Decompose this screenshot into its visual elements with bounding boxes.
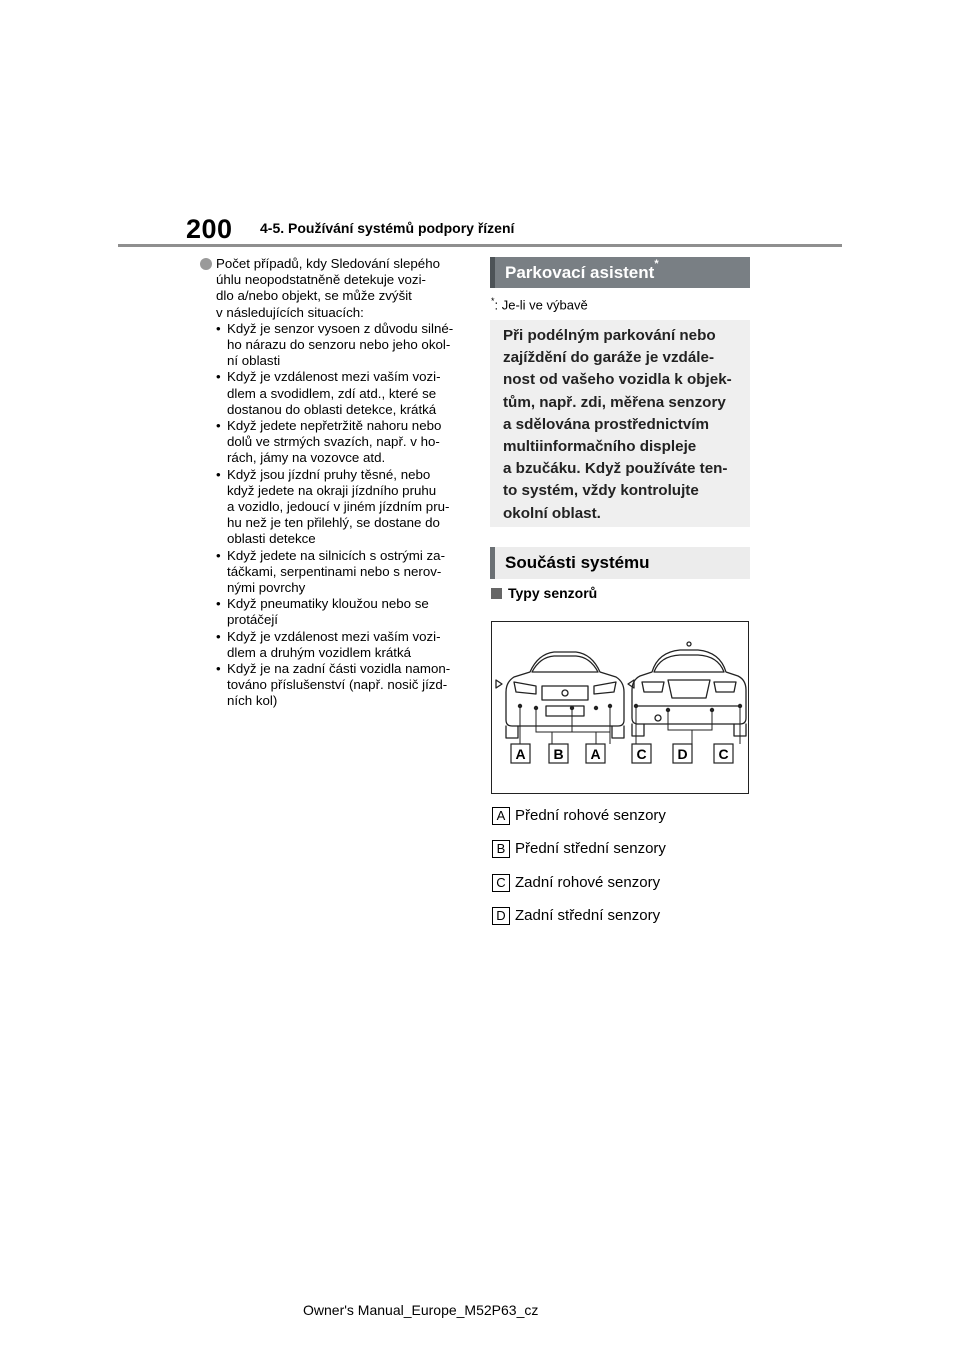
footnote-asterisk: *: [491, 296, 495, 306]
situation-item: [216, 418, 472, 467]
intro-line: a bzučáku. Když používáte ten-: [503, 460, 728, 478]
bullet-dot-icon: •: [216, 320, 221, 336]
situation-list: [200, 321, 472, 710]
bullet-dot-icon: •: [216, 628, 221, 644]
situation-line: továno příslušenství (např. nosič jízd-: [227, 677, 448, 693]
figure-label: C: [636, 746, 647, 762]
situation-line: protáčejí: [227, 612, 278, 628]
situation-line: dostanou do oblasti detekce, krátká: [227, 401, 437, 417]
figure-label: A: [515, 746, 526, 762]
situation-item: [216, 629, 472, 661]
situation-line: Když jedete na silnicích s ostrými za-: [227, 547, 446, 563]
legend-text: Zadní střední senzory: [515, 907, 661, 924]
heading-asterisk: *: [654, 258, 659, 270]
legend-key: A: [492, 807, 510, 825]
legend-item-d: [492, 907, 660, 925]
situation-line: Když je vzdálenost mezi vaším vozi-: [227, 369, 441, 385]
lead-item: [200, 256, 472, 321]
situation-line: Když jsou jízdní pruhy těsné, nebo: [227, 466, 431, 482]
sensor-types-subheading: [491, 585, 597, 601]
legend-key: D: [492, 907, 510, 925]
situation-item: [216, 321, 472, 370]
footnote-text: : Je-li ve výbavě: [494, 297, 588, 313]
legend-text: Přední střední senzory: [515, 840, 666, 857]
legend-item-c: [492, 874, 660, 892]
lead-line: dlo a/nebo objekt, se může zvýšit: [216, 288, 412, 304]
situation-line: oblasti detekce: [227, 531, 316, 547]
situation-line: Když je vzdálenost mezi vaším vozi-: [227, 628, 441, 644]
situation-line: ních kol): [227, 693, 278, 709]
intro-line: multiinformačního displeje: [503, 438, 697, 456]
square-bullet-icon: [491, 588, 502, 599]
situation-item: [216, 596, 472, 628]
situation-line: hu než je ten přilehlý, se dostane do: [227, 515, 440, 531]
situation-line: rách, jámy na vozovce atd.: [227, 450, 386, 466]
intro-line: zajíždění do garáže je vzdále-: [503, 349, 715, 367]
situation-line: ho nárazu do senzoru nebo jeho okol-: [227, 337, 451, 353]
situation-item: [216, 661, 472, 710]
situation-line: Když je senzor vysoen z důvodu silné-: [227, 320, 454, 336]
situation-item: [216, 548, 472, 597]
intro-line: tům, např. zdi, měřena senzory: [503, 393, 726, 411]
bullet-circle-icon: [200, 258, 212, 270]
legend-key: B: [492, 840, 510, 858]
intro-line: Při podélným parkování nebo: [503, 327, 716, 344]
situation-line: táčkami, serpentinami nebo s nerov-: [227, 563, 442, 579]
sensor-leader-lines: [520, 706, 740, 744]
situation-line: když jedete na okraji jízdního pruhu: [227, 482, 437, 498]
sensor-dots: [518, 704, 742, 712]
legend-key: C: [492, 874, 510, 892]
header-rule: [118, 244, 842, 247]
components-heading-text: Součásti systému: [505, 553, 650, 572]
legend-item-b: [492, 840, 666, 858]
situation-line: ní oblasti: [227, 353, 281, 369]
legend-text: Zadní rohové senzory: [515, 874, 661, 891]
sensor-types-text: Typy senzorů: [508, 585, 598, 601]
figure-label: C: [718, 746, 729, 762]
intro-line: okolní oblast.: [503, 504, 601, 522]
legend-text: Přední rohové senzory: [515, 807, 666, 824]
bullet-dot-icon: •: [216, 369, 221, 385]
bullet-dot-icon: •: [216, 661, 221, 677]
intro-line: a sdělována prostřednictvím: [503, 415, 709, 433]
figure-label: A: [590, 746, 601, 762]
situation-line: Když je na zadní části vozidla namon-: [227, 661, 451, 677]
car-sensors-illustration: [492, 622, 750, 795]
left-column: [200, 256, 472, 710]
intro-line: to systém, vždy kontrolujte: [503, 482, 699, 500]
footer-text: Owner's Manual_Europe_M52P63_cz: [303, 1302, 539, 1318]
situation-line: a vozidlo, jedoucí v jiném jízdním pru-: [227, 499, 450, 515]
rear-car-icon: [632, 642, 746, 736]
situation-line: nými povrchy: [227, 580, 306, 596]
page-number: 200: [186, 214, 233, 244]
situation-line: Když pneumatiky kloužou nebo se: [227, 596, 429, 612]
lead-line: Počet případů, kdy Sledování slepého: [216, 256, 440, 271]
legend-item-a: [492, 807, 666, 825]
figure-label: D: [677, 746, 688, 762]
components-heading: [490, 547, 750, 579]
section-title: 4-5. Používání systémů podpory řízení: [260, 220, 515, 236]
bullet-dot-icon: •: [216, 596, 221, 612]
lead-line: v následujících situacích:: [216, 304, 364, 320]
sensor-figure: [491, 621, 749, 794]
parking-assist-heading: [490, 257, 750, 288]
bullet-dot-icon: •: [216, 547, 221, 563]
situation-line: Když jedete nepřetržitě nahoru nebo: [227, 418, 442, 434]
front-car-icon: [496, 652, 634, 738]
parking-assist-heading-text: Parkovací asistent: [505, 263, 655, 282]
situation-line: dolů ve strmých svazích, např. v ho-: [227, 434, 440, 450]
figure-label-boxes: [511, 744, 733, 763]
lead-line: úhlu neopodstatněně detekuje vozi-: [216, 272, 426, 288]
bullet-dot-icon: •: [216, 466, 221, 482]
situation-item: [216, 369, 472, 418]
bullet-dot-icon: •: [216, 418, 221, 434]
footnote: [491, 296, 588, 312]
figure-label: B: [553, 746, 564, 762]
intro-box: [490, 320, 750, 527]
situation-line: dlem a druhým vozidlem krátká: [227, 644, 412, 660]
situation-line: dlem a svodidlem, zdí atd., které se: [227, 385, 437, 401]
intro-line: nost od vašeho vozidla k objek-: [503, 371, 732, 389]
situation-item: [216, 467, 472, 548]
